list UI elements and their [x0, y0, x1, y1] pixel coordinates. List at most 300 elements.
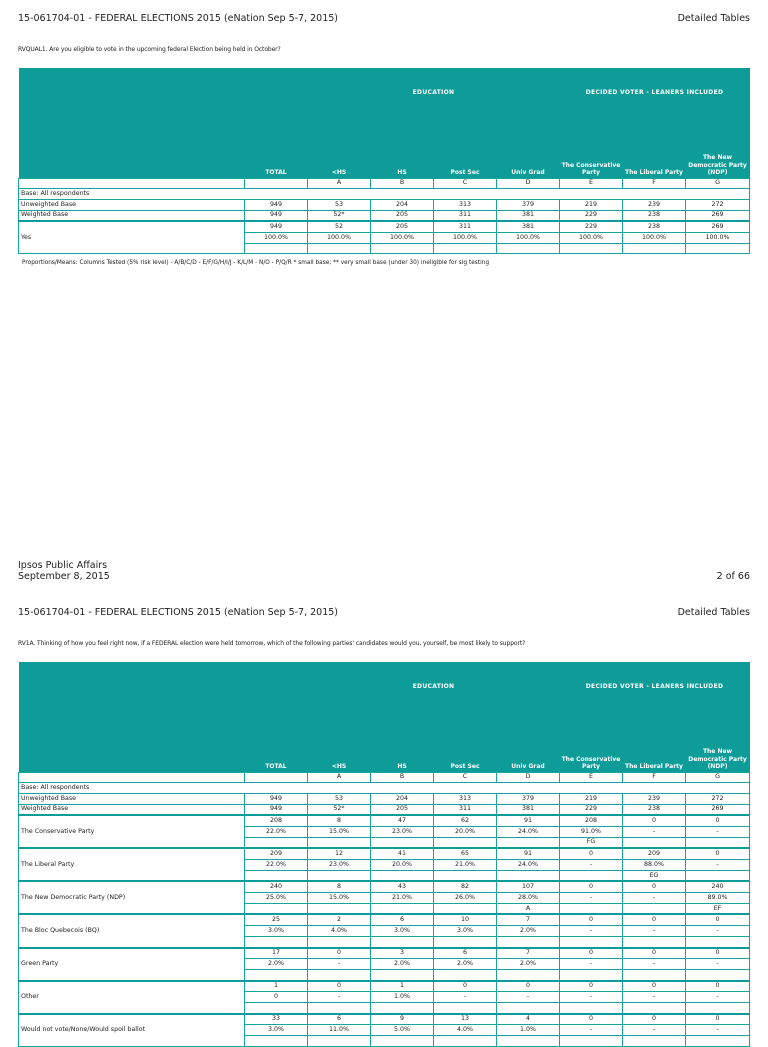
count-cell: 0: [686, 848, 750, 859]
table-cell: 219: [560, 199, 623, 210]
sig-cell: [497, 936, 560, 947]
base-label: Base: All respondents: [19, 189, 750, 200]
table-cell: 205: [371, 210, 434, 221]
percent-cell: 1.0%: [371, 992, 434, 1003]
percent-cell: 15.0%: [308, 893, 371, 904]
percent-cell: -: [623, 1025, 686, 1036]
percent-cell: 3.0%: [245, 926, 308, 937]
column-header: The Conservative Party: [560, 710, 623, 772]
count-cell: 65: [434, 848, 497, 859]
sig-cell: [371, 243, 434, 254]
percent-cell: -: [623, 893, 686, 904]
table-cell: 238: [623, 210, 686, 221]
count-cell: 6: [371, 914, 434, 925]
count-cell: 8: [308, 815, 371, 826]
count-cell: 13: [434, 1014, 497, 1025]
count-cell: 10: [434, 914, 497, 925]
row-label: The Conservative Party: [19, 815, 245, 848]
count-cell: 6: [434, 948, 497, 959]
percent-cell: 100.0%: [434, 232, 497, 243]
sig-cell: [371, 936, 434, 947]
sig-cell: [371, 870, 434, 881]
sig-cell: EF: [686, 903, 750, 914]
unweighted-base-row: [19, 793, 750, 804]
count-cell: 25: [245, 914, 308, 925]
sig-cell: [308, 1036, 371, 1047]
sig-cell: [245, 870, 308, 881]
footer-date: September 8, 2015: [18, 571, 110, 582]
count-cell: 62: [434, 815, 497, 826]
table-cell: 229: [560, 210, 623, 221]
education-group-header: EDUCATION: [308, 68, 560, 116]
sig-cell: [308, 903, 371, 914]
percent-cell: -: [308, 992, 371, 1003]
column-header-row: [19, 116, 750, 178]
table-cell: 949: [245, 793, 308, 804]
percent-cell: 23.0%: [308, 860, 371, 871]
sig-cell: [497, 837, 560, 848]
row-label: Yes: [19, 221, 245, 254]
sig-cell: [245, 243, 308, 254]
weighted-base-label: Weighted Base: [19, 804, 245, 815]
count-cell: 0: [623, 981, 686, 992]
sig-cell: [245, 1002, 308, 1013]
sig-cell: EG: [623, 870, 686, 881]
percent-cell: 25.0%: [245, 893, 308, 904]
count-cell: 0: [623, 948, 686, 959]
count-cell: 43: [371, 881, 434, 892]
column-letter: C: [434, 772, 497, 783]
sig-cell: [245, 969, 308, 980]
percent-cell: -: [623, 926, 686, 937]
sig-cell: [245, 837, 308, 848]
sig-cell: [623, 1036, 686, 1047]
percent-cell: 22.0%: [245, 826, 308, 837]
percent-cell: 26.0%: [434, 893, 497, 904]
count-cell: 6: [308, 1014, 371, 1025]
sig-cell: [623, 837, 686, 848]
table-row: [19, 881, 750, 892]
count-cell: 7: [497, 914, 560, 925]
report-title: 15-061704-01 - FEDERAL ELECTIONS 2015 (eNation Sep 5-7, 2015): [18, 13, 339, 24]
percent-cell: -: [686, 959, 750, 970]
sig-cell: [434, 837, 497, 848]
table-row: [19, 815, 750, 826]
sig-cell: [623, 903, 686, 914]
percent-cell: -: [686, 926, 750, 937]
count-cell: 4: [497, 1014, 560, 1025]
sig-cell: [371, 1002, 434, 1013]
count-cell: 0: [560, 881, 623, 892]
percent-cell: 100.0%: [308, 232, 371, 243]
sig-cell: [434, 1002, 497, 1013]
table-cell: 311: [434, 804, 497, 815]
count-cell: 208: [560, 815, 623, 826]
detailed-tables-label: Detailed Tables: [677, 607, 750, 618]
sig-cell: [245, 936, 308, 947]
count-cell: 9: [371, 1014, 434, 1025]
percent-cell: 2.0%: [434, 959, 497, 970]
count-cell: 0: [686, 815, 750, 826]
table-cell: 313: [434, 199, 497, 210]
sig-cell: [686, 870, 750, 881]
column-header: The Conservative Party: [560, 116, 623, 178]
table-cell: 379: [497, 199, 560, 210]
count-cell: 1: [371, 981, 434, 992]
education-group-header: EDUCATION: [308, 662, 560, 710]
percent-cell: -: [308, 959, 371, 970]
sig-cell: [434, 903, 497, 914]
sig-cell: A: [497, 903, 560, 914]
percent-cell: -: [560, 860, 623, 871]
sig-cell: [623, 243, 686, 254]
table-cell: 52*: [308, 804, 371, 815]
percent-cell: 2.0%: [497, 959, 560, 970]
table-cell: 272: [686, 793, 750, 804]
column-header: Univ Grad: [497, 116, 560, 178]
table-cell: 52*: [308, 210, 371, 221]
page-header: [18, 607, 750, 618]
sig-cell: [623, 969, 686, 980]
column-letter: A: [308, 178, 371, 189]
sig-cell: [686, 837, 750, 848]
sig-cell: [308, 1002, 371, 1013]
count-cell: 381: [497, 221, 560, 232]
table-row: [19, 914, 750, 925]
count-cell: 0: [623, 1014, 686, 1025]
count-cell: 269: [686, 221, 750, 232]
row-label: Other: [19, 981, 245, 1014]
column-header: <HS: [308, 710, 371, 772]
table-cell: 53: [308, 793, 371, 804]
blank-cell: [19, 772, 245, 783]
table-cell: 205: [371, 804, 434, 815]
column-header: The Liberal Party: [623, 116, 686, 178]
table-cell: 311: [434, 210, 497, 221]
count-cell: 82: [434, 881, 497, 892]
count-cell: 209: [245, 848, 308, 859]
percent-cell: 21.0%: [371, 893, 434, 904]
column-letter: F: [623, 772, 686, 783]
table-cell: 204: [371, 199, 434, 210]
sig-cell: [623, 1002, 686, 1013]
sig-cell: [560, 870, 623, 881]
column-letter: B: [371, 772, 434, 783]
sig-cell: [686, 969, 750, 980]
percent-cell: 1.0%: [497, 1025, 560, 1036]
base-label: Base: All respondents: [19, 783, 750, 794]
percent-cell: -: [686, 860, 750, 871]
percent-cell: 3.0%: [245, 1025, 308, 1036]
count-cell: 2: [308, 914, 371, 925]
organization-name: Ipsos Public Affairs: [18, 560, 108, 571]
table-cell: 53: [308, 199, 371, 210]
table-row: [19, 1014, 750, 1025]
column-letter: E: [560, 772, 623, 783]
count-cell: 41: [371, 848, 434, 859]
column-letter: [245, 772, 308, 783]
table-cell: 949: [245, 804, 308, 815]
sig-cell: [560, 969, 623, 980]
sig-cell: [497, 1036, 560, 1047]
column-header: TOTAL: [245, 116, 308, 178]
percent-cell: 89.0%: [686, 893, 750, 904]
table-row: [19, 948, 750, 959]
column-header: The Liberal Party: [623, 710, 686, 772]
sig-cell: [308, 936, 371, 947]
count-cell: 8: [308, 881, 371, 892]
table-cell: 219: [560, 793, 623, 804]
column-letter: C: [434, 178, 497, 189]
column-header: TOTAL: [245, 710, 308, 772]
percent-cell: 5.0%: [371, 1025, 434, 1036]
count-cell: 0: [686, 1014, 750, 1025]
count-cell: 12: [308, 848, 371, 859]
decided-voter-group-header: DECIDED VOTER - LEANERS INCLUDED: [560, 662, 750, 710]
table-cell: 269: [686, 804, 750, 815]
table-cell: 949: [245, 199, 308, 210]
sig-cell: [434, 870, 497, 881]
column-header-row: [19, 710, 750, 772]
table-cell: 381: [497, 210, 560, 221]
header-group-row: [19, 68, 750, 116]
count-cell: 52: [308, 221, 371, 232]
table-cell: 272: [686, 199, 750, 210]
table-cell: 239: [623, 199, 686, 210]
base-row: [19, 783, 750, 794]
percent-cell: -: [686, 992, 750, 1003]
column-header: HS: [371, 116, 434, 178]
count-cell: 107: [497, 881, 560, 892]
count-cell: 0: [434, 981, 497, 992]
column-header: HS: [371, 710, 434, 772]
percent-cell: 24.0%: [497, 860, 560, 871]
count-cell: 0: [497, 981, 560, 992]
percent-cell: -: [497, 992, 560, 1003]
count-cell: 0: [308, 981, 371, 992]
percent-cell: 4.0%: [434, 1025, 497, 1036]
count-cell: 0: [560, 914, 623, 925]
percent-cell: -: [686, 826, 750, 837]
table-cell: 379: [497, 793, 560, 804]
sig-cell: [434, 936, 497, 947]
count-cell: 3: [371, 948, 434, 959]
count-cell: 17: [245, 948, 308, 959]
table-row: [19, 221, 750, 232]
page-footer: [18, 560, 750, 582]
sig-cell: [686, 243, 750, 254]
weighted-base-row: [19, 210, 750, 221]
count-cell: 209: [623, 848, 686, 859]
detailed-tables-label: Detailed Tables: [677, 13, 750, 24]
weighted-base-row: [19, 804, 750, 815]
report-title: 15-061704-01 - FEDERAL ELECTIONS 2015 (eNation Sep 5-7, 2015): [18, 607, 339, 618]
percent-cell: 2.0%: [245, 959, 308, 970]
unweighted-base-label: Unweighted Base: [19, 199, 245, 210]
percent-cell: 28.0%: [497, 893, 560, 904]
question-text: RV1A. Thinking of how you feel right now, if a FEDERAL election were held tomorrow, which of the following parties' candidates would you, yourself, be most likely to support?: [18, 640, 526, 647]
sig-cell: FG: [560, 837, 623, 848]
row-label: The Bloc Quebecois (BQ): [19, 914, 245, 947]
sig-cell: [560, 1002, 623, 1013]
page-header: [18, 13, 750, 24]
sig-cell: [560, 243, 623, 254]
sig-cell: [497, 243, 560, 254]
unweighted-base-row: [19, 199, 750, 210]
count-cell: 0: [308, 948, 371, 959]
sig-cell: [371, 903, 434, 914]
count-cell: 7: [497, 948, 560, 959]
percent-cell: 22.0%: [245, 860, 308, 871]
percent-cell: -: [686, 1025, 750, 1036]
count-cell: 0: [686, 948, 750, 959]
weighted-base-label: Weighted Base: [19, 210, 245, 221]
percent-cell: 100.0%: [560, 232, 623, 243]
sig-cell: [308, 837, 371, 848]
percent-cell: 23.0%: [371, 826, 434, 837]
column-letter-row: [19, 178, 750, 189]
count-cell: 240: [686, 881, 750, 892]
column-letter: B: [371, 178, 434, 189]
column-letter: G: [686, 772, 750, 783]
sig-cell: [434, 1036, 497, 1047]
row-label: The Liberal Party: [19, 848, 245, 881]
sig-cell: [245, 903, 308, 914]
crosstab-table: [18, 68, 750, 254]
count-cell: 0: [686, 914, 750, 925]
table-cell: 949: [245, 210, 308, 221]
column-letter: D: [497, 772, 560, 783]
percent-cell: -: [560, 893, 623, 904]
crosstab-table: [18, 662, 750, 1047]
sig-cell: [308, 870, 371, 881]
sig-cell: [497, 1002, 560, 1013]
column-header: Post Sec: [434, 710, 497, 772]
count-cell: 91: [497, 848, 560, 859]
percent-cell: 100.0%: [497, 232, 560, 243]
percent-cell: 91.0%: [560, 826, 623, 837]
header-blank: [19, 116, 245, 178]
row-label: Green Party: [19, 948, 245, 981]
count-cell: 0: [560, 981, 623, 992]
count-cell: 0: [623, 815, 686, 826]
percent-cell: -: [560, 926, 623, 937]
percent-cell: 3.0%: [371, 926, 434, 937]
percent-cell: 0: [245, 992, 308, 1003]
percent-cell: -: [623, 826, 686, 837]
sig-cell: [371, 837, 434, 848]
column-letter-row: [19, 772, 750, 783]
percent-cell: -: [560, 992, 623, 1003]
count-cell: 240: [245, 881, 308, 892]
percent-cell: -: [623, 959, 686, 970]
column-header: <HS: [308, 116, 371, 178]
table-cell: 229: [560, 804, 623, 815]
column-letter: [245, 178, 308, 189]
percent-cell: 11.0%: [308, 1025, 371, 1036]
percent-cell: 100.0%: [686, 232, 750, 243]
table-row: [19, 848, 750, 859]
column-header: Post Sec: [434, 116, 497, 178]
sig-cell: [497, 870, 560, 881]
sig-cell: [308, 243, 371, 254]
percent-cell: 24.0%: [497, 826, 560, 837]
decided-voter-group-header: DECIDED VOTER - LEANERS INCLUDED: [560, 68, 750, 116]
column-letter: F: [623, 178, 686, 189]
column-header: The New Democratic Party (NDP): [686, 116, 750, 178]
count-cell: 47: [371, 815, 434, 826]
significance-footnote: Proportions/Means: Columns Tested (5% risk level) - A/B/C/D - E/F/G/H/I/J - K/L/M - N/O - P/Q/R * small base; ** very small base (under 30) ineligible for sig testing: [22, 260, 490, 266]
sig-cell: [497, 969, 560, 980]
sig-cell: [434, 243, 497, 254]
unweighted-base-label: Unweighted Base: [19, 793, 245, 804]
count-cell: 91: [497, 815, 560, 826]
page-number: 2 of 66: [716, 571, 750, 582]
table-row: [19, 981, 750, 992]
count-cell: 0: [560, 1014, 623, 1025]
header-blank: [19, 68, 308, 116]
percent-cell: -: [434, 992, 497, 1003]
column-letter: G: [686, 178, 750, 189]
count-cell: 238: [623, 221, 686, 232]
count-cell: 949: [245, 221, 308, 232]
header-blank: [19, 662, 308, 710]
sig-cell: [371, 969, 434, 980]
percent-cell: 88.0%: [623, 860, 686, 871]
table-cell: 313: [434, 793, 497, 804]
question-text: RVQUAL1. Are you eligible to vote in the upcoming federal Election being held in October?: [18, 46, 281, 53]
table-cell: 381: [497, 804, 560, 815]
sig-cell: [560, 903, 623, 914]
count-cell: 208: [245, 815, 308, 826]
count-cell: 311: [434, 221, 497, 232]
sig-cell: [434, 969, 497, 980]
row-label: Would not vote/None/Would spoil ballot: [19, 1014, 245, 1047]
count-cell: 0: [623, 914, 686, 925]
percent-cell: 100.0%: [245, 232, 308, 243]
table-cell: 239: [623, 793, 686, 804]
sig-cell: [371, 1036, 434, 1047]
percent-cell: 4.0%: [308, 926, 371, 937]
percent-cell: 100.0%: [623, 232, 686, 243]
percent-cell: 2.0%: [497, 926, 560, 937]
percent-cell: -: [623, 992, 686, 1003]
sig-cell: [560, 936, 623, 947]
column-letter: D: [497, 178, 560, 189]
count-cell: 0: [623, 881, 686, 892]
sig-cell: [686, 936, 750, 947]
column-header: Univ Grad: [497, 710, 560, 772]
count-cell: 0: [560, 848, 623, 859]
percent-cell: -: [560, 959, 623, 970]
sig-cell: [686, 1036, 750, 1047]
blank-cell: [19, 178, 245, 189]
percent-cell: 3.0%: [434, 926, 497, 937]
row-label: The New Democratic Party (NDP): [19, 881, 245, 914]
count-cell: 205: [371, 221, 434, 232]
column-letter: A: [308, 772, 371, 783]
sig-cell: [623, 936, 686, 947]
percent-cell: 21.0%: [434, 860, 497, 871]
count-cell: 1: [245, 981, 308, 992]
table-cell: 269: [686, 210, 750, 221]
sig-cell: [686, 1002, 750, 1013]
percent-cell: 20.0%: [371, 860, 434, 871]
sig-cell: [245, 1036, 308, 1047]
sig-cell: [308, 969, 371, 980]
percent-cell: 15.0%: [308, 826, 371, 837]
base-row: [19, 189, 750, 200]
